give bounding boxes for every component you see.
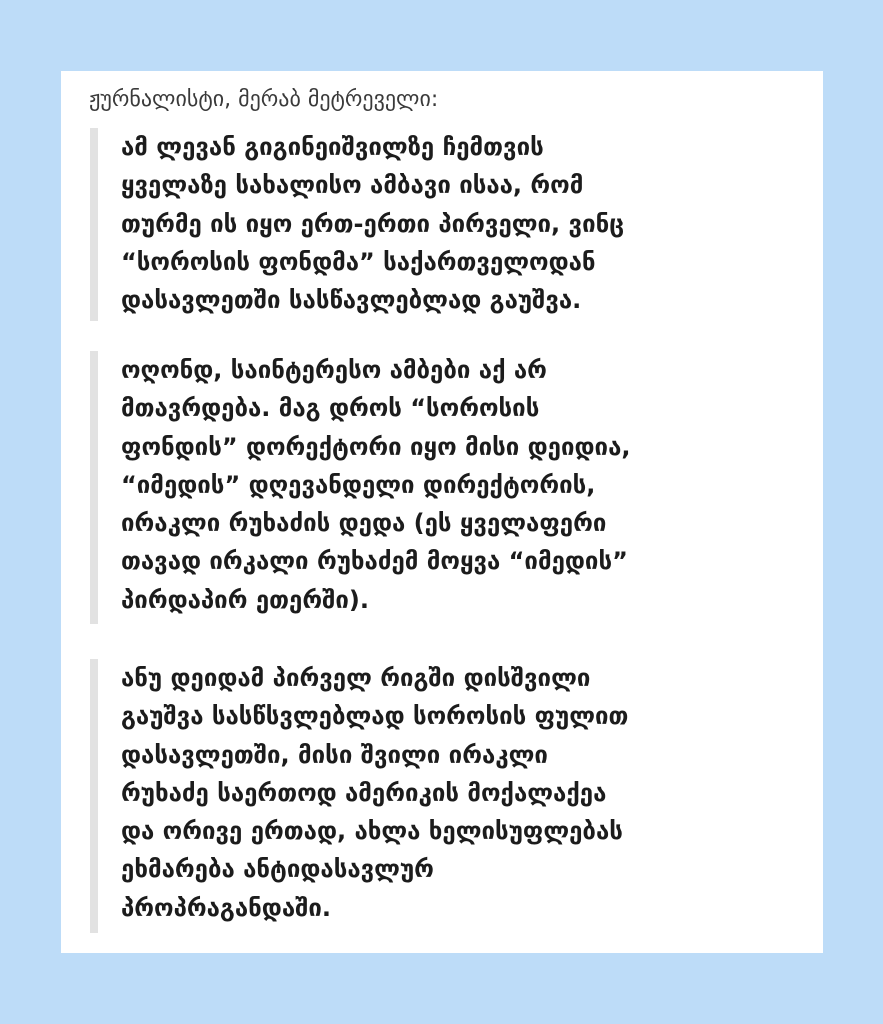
quote-line: ყველაზე სახალისო ამბავი ისაა, რომ xyxy=(121,171,584,200)
quote-line: დასავლეთში სასწავლებლად გაუშვა. xyxy=(121,286,582,315)
quote-line: და ორივე ერთად, ახლა ხელისუფლებას xyxy=(121,817,623,846)
quote-line: “იმედის” დღევანდელი დირექტორის, xyxy=(121,470,596,499)
quote-paragraph-1 xyxy=(121,128,624,319)
quote-block-2 xyxy=(90,351,630,624)
quote-line: ანუ დეიდამ პირველ რიგში დისშვილი xyxy=(121,664,591,692)
quote-line: თავად ირკალი რუხაძემ მოყვა “იმედის” xyxy=(121,547,628,576)
post-card xyxy=(61,71,823,953)
quote-line: პირდაპირ ეთერში). xyxy=(121,585,369,614)
quote-line: მთავრდება. მაგ დროს “სოროსის xyxy=(121,394,540,423)
quote-line: გაუშვა სასწსვლებლად სოროსის ფულით xyxy=(121,702,629,731)
quote-line: ამ ლევან გიგინეიშვილზე ჩემთვის xyxy=(121,133,544,161)
quote-block-3 xyxy=(90,659,628,933)
quote-line: ირაკლი რუხაძის დედა (ეს ყველაფერი xyxy=(121,509,607,538)
quote-line: ეხმარება ანტიდასავლურ xyxy=(121,855,434,884)
author-attribution: ჟურნალისტი, მერაბ მეტრეველი: xyxy=(89,87,439,112)
quote-line: ფონდის” დორექტორი იყო მისი დეიდია, xyxy=(121,432,631,461)
quote-line: თურმე ის იყო ერთ-ერთი პირველი, ვინც xyxy=(121,209,625,238)
quote-paragraph-3 xyxy=(121,659,628,927)
quote-paragraph-2 xyxy=(121,351,630,619)
quote-line: დასავლეთში, მისი შვილი ირაკლი xyxy=(121,740,548,769)
quote-block-1 xyxy=(90,128,624,321)
quote-line: პროპრაგანდაში. xyxy=(121,893,332,922)
quote-line: ოღონდ, საინტერესო ამბები აქ არ xyxy=(121,356,547,384)
quote-line: რუხაძე საერთოდ ამერიკის მოქალაქეა xyxy=(121,778,607,807)
quote-line: “სოროსის ფონდმა” საქართველოდან xyxy=(121,247,596,276)
